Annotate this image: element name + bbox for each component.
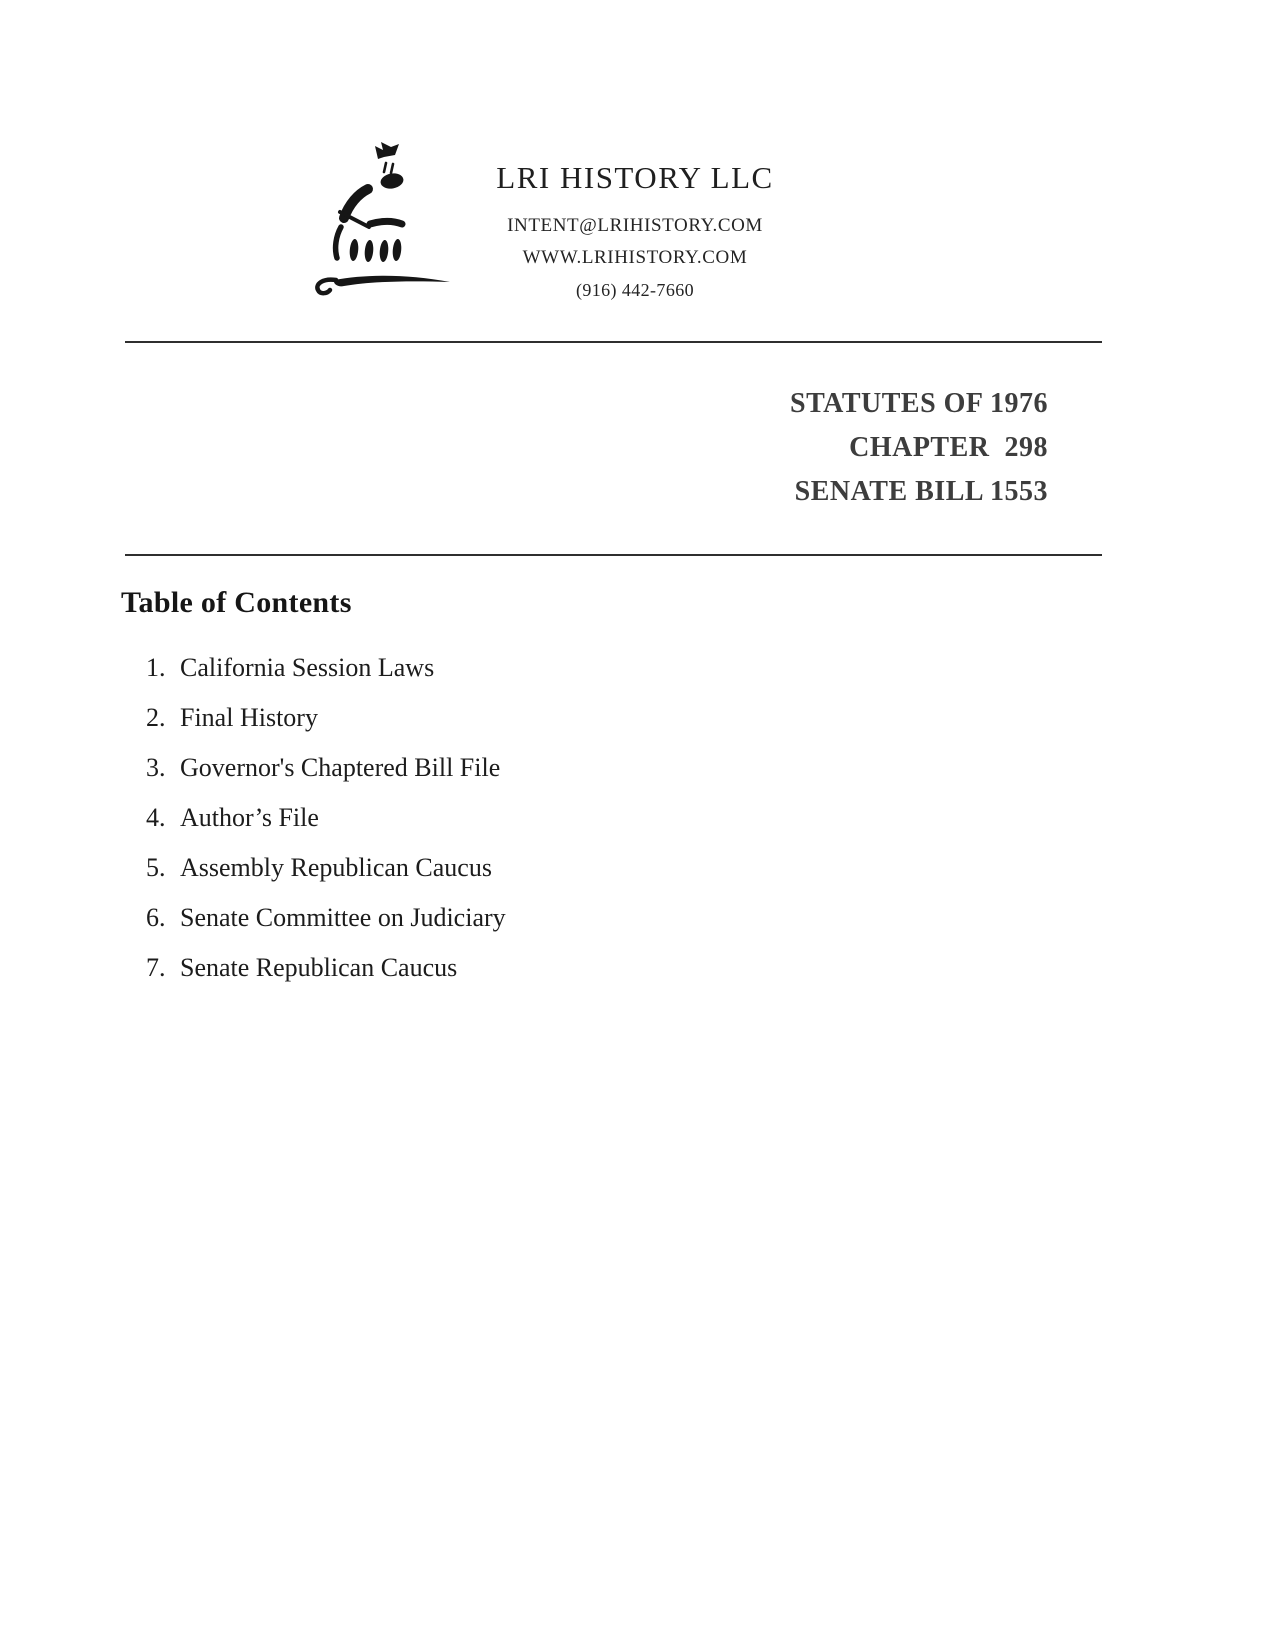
letterhead <box>445 160 825 306</box>
toc-item <box>146 704 506 732</box>
toc-item-label: Author’s File <box>180 803 319 832</box>
statute-reference <box>790 382 1048 514</box>
toc-item-label: Final History <box>180 703 318 732</box>
capitol-dome-logo-icon <box>312 140 452 300</box>
toc-item <box>146 804 506 832</box>
toc-item-number: 4. <box>146 803 166 832</box>
toc-list <box>146 654 506 1004</box>
toc-title: Table of Contents <box>121 586 352 619</box>
company-email: INTENT@LRIHISTORY.COM <box>507 215 763 236</box>
senate-bill-line: SENATE BILL 1553 <box>794 476 1048 507</box>
company-name: LRI HISTORY LLC <box>496 160 774 195</box>
toc-item-label: Senate Republican Caucus <box>180 953 458 982</box>
toc-item <box>146 954 506 982</box>
logo-flag <box>375 142 399 159</box>
toc-item-label: California Session Laws <box>180 653 435 682</box>
chapter-line: CHAPTER 298 <box>849 432 1048 463</box>
toc-item <box>146 854 506 882</box>
toc-item-label: Governor's Chaptered Bill File <box>180 753 501 782</box>
company-phone: (916) 442-7660 <box>575 280 695 300</box>
toc-item <box>146 754 506 782</box>
divider-bottom <box>125 554 1102 556</box>
toc-item-label: Senate Committee on Judiciary <box>180 903 506 932</box>
toc-item-number: 5. <box>146 853 166 882</box>
toc-item <box>146 904 506 932</box>
statutes-year-line: STATUTES OF 1976 <box>790 388 1048 419</box>
toc-item-number: 1. <box>146 653 166 682</box>
company-website: WWW.LRIHISTORY.COM <box>522 247 748 268</box>
toc-item-number: 2. <box>146 703 166 732</box>
divider-top <box>125 341 1102 343</box>
toc-item-number: 3. <box>146 753 166 782</box>
toc-item-label: Assembly Republican Caucus <box>180 853 492 882</box>
toc-item <box>146 654 506 682</box>
toc-item-number: 6. <box>146 903 166 932</box>
toc-item-number: 7. <box>146 953 166 982</box>
